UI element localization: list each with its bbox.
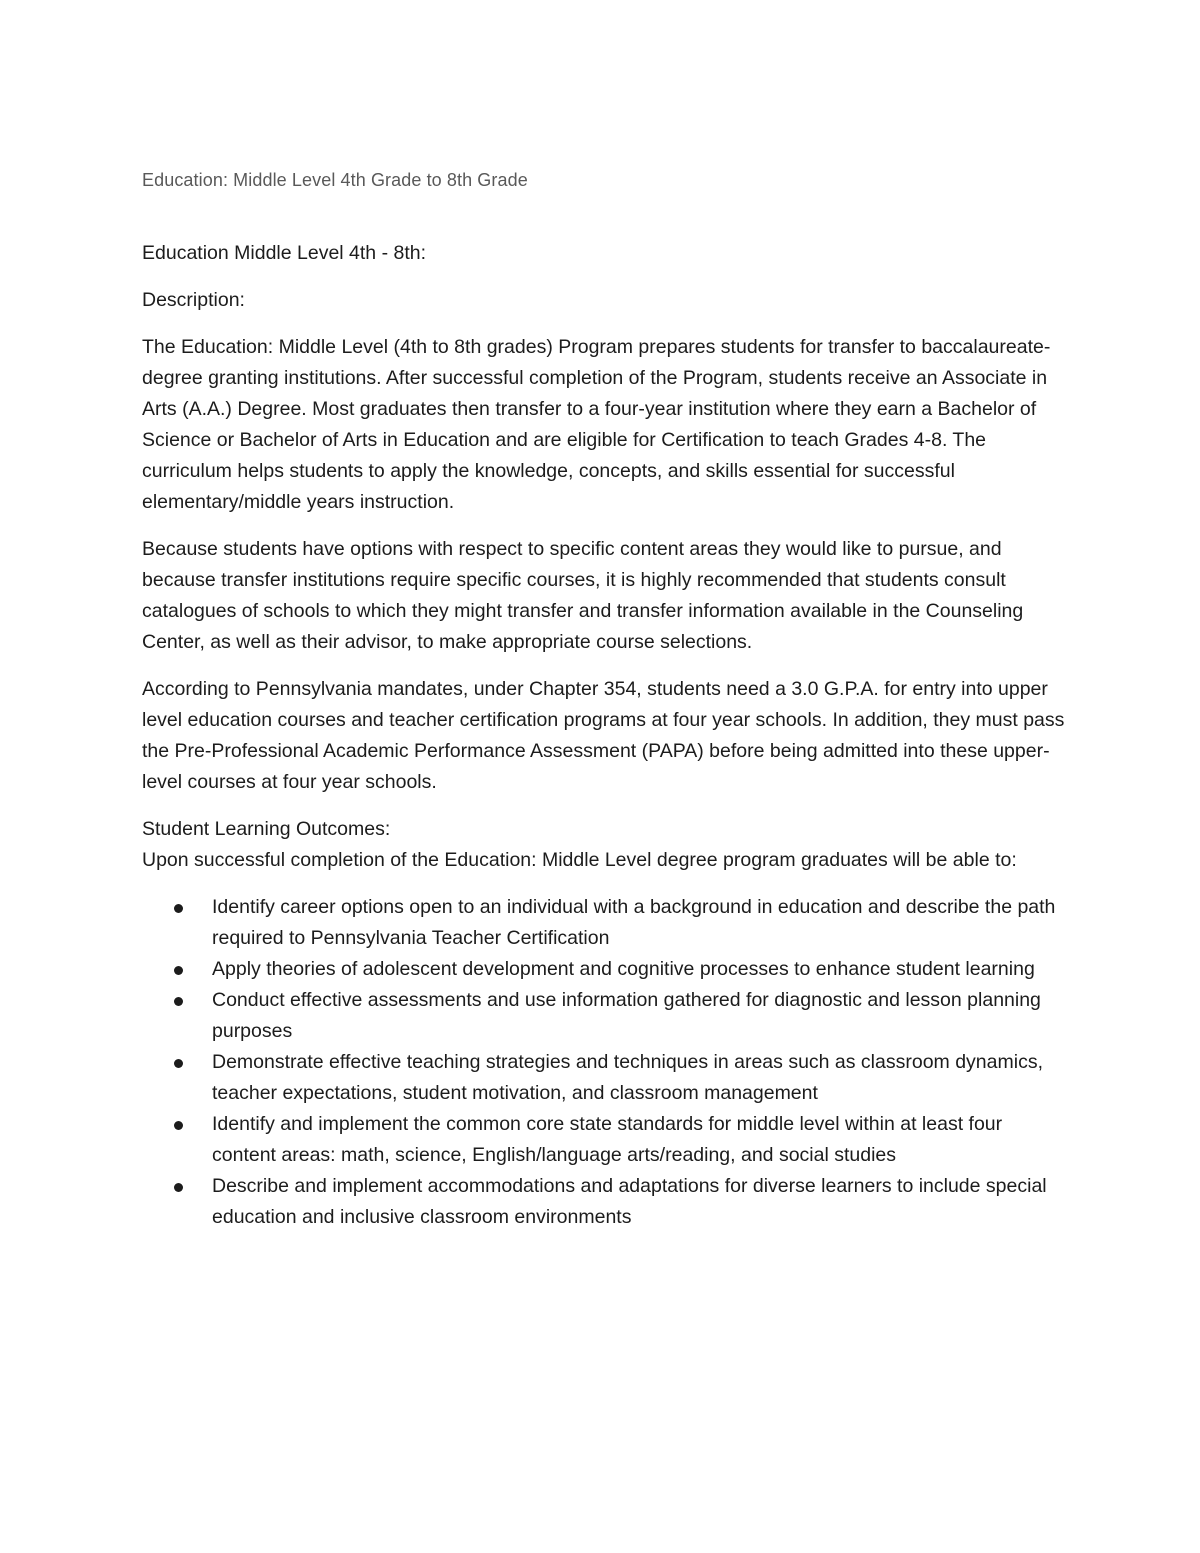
list-item-text: Describe and implement accommodations and adaptations for diverse learners to include special education and inclusive classroom environments bbox=[212, 1175, 1047, 1228]
description-label: Description: bbox=[142, 289, 245, 311]
list-item-text: Demonstrate effective teaching strategies and techniques in areas such as classroom dynamics, teacher expectations, student motivation, and classroom management bbox=[212, 1051, 1043, 1104]
list-item-text: Identify career options open to an individual with a background in education and describe the path required to Pennsylvania Teacher Certification bbox=[212, 896, 1056, 949]
list-item-text: Conduct effective assessments and use information gathered for diagnostic and lesson planning purposes bbox=[212, 989, 1041, 1042]
bullet-icon bbox=[174, 1121, 183, 1130]
outcomes-list bbox=[142, 892, 1067, 1233]
bullet-icon bbox=[174, 997, 183, 1006]
paragraph-pennsylvania-mandates: According to Pennsylvania mandates, under Chapter 354, students need a 3.0 G.P.A. for entry into upper level education courses and teacher certification programs at four year schools. In addition, they must pass the Pre-Professional Academic Performance Assessment (PAPA) before being admitted into these upper-level courses at four year schools. bbox=[142, 678, 1065, 793]
bullet-icon bbox=[174, 966, 183, 975]
bullet-icon bbox=[174, 904, 183, 913]
outcomes-label: Student Learning Outcomes: bbox=[142, 818, 391, 840]
paragraph-program-overview: The Education: Middle Level (4th to 8th grades) Program prepares students for transfer to baccalaureate-degree granting institutions. After successful completion of the Program, students receive an Associate in Arts (A.A.) Degree. Most graduates then transfer to a four-year institution where they earn a Bachelor of Science or Bachelor of Arts in Education and are eligible for Certification to teach Grades 4-8. The curriculum helps students to apply the knowledge, concepts, and skills essential for successful elementary/middle years instruction. bbox=[142, 336, 1051, 513]
list-item bbox=[142, 1047, 1067, 1109]
document-header: Education: Middle Level 4th Grade to 8th Grade bbox=[142, 170, 528, 190]
bullet-icon bbox=[174, 1059, 183, 1068]
paragraph-transfer-advice: Because students have options with respect to specific content areas they would like to pursue, and because transfer institutions require specific courses, it is highly recommended that students consult catalogues of schools to which they might transfer and transfer information available in the Counseling Center, as well as their advisor, to make appropriate course selections. bbox=[142, 538, 1024, 653]
list-item-text: Apply theories of adolescent development and cognitive processes to enhance student learning bbox=[212, 958, 1035, 980]
list-item bbox=[142, 892, 1067, 954]
list-item-text: Identify and implement the common core state standards for middle level within at least four content areas: math, science, English/language arts/reading, and social studies bbox=[212, 1113, 1003, 1166]
list-item bbox=[142, 985, 1067, 1047]
list-item bbox=[142, 1171, 1067, 1233]
document-body bbox=[142, 166, 1067, 1233]
outcomes-intro: Upon successful completion of the Education: Middle Level degree program graduates will be able to: bbox=[142, 849, 1017, 871]
section-title: Education Middle Level 4th - 8th: bbox=[142, 242, 427, 264]
bullet-icon bbox=[174, 1183, 183, 1192]
list-item bbox=[142, 1109, 1067, 1171]
list-item bbox=[142, 954, 1067, 985]
